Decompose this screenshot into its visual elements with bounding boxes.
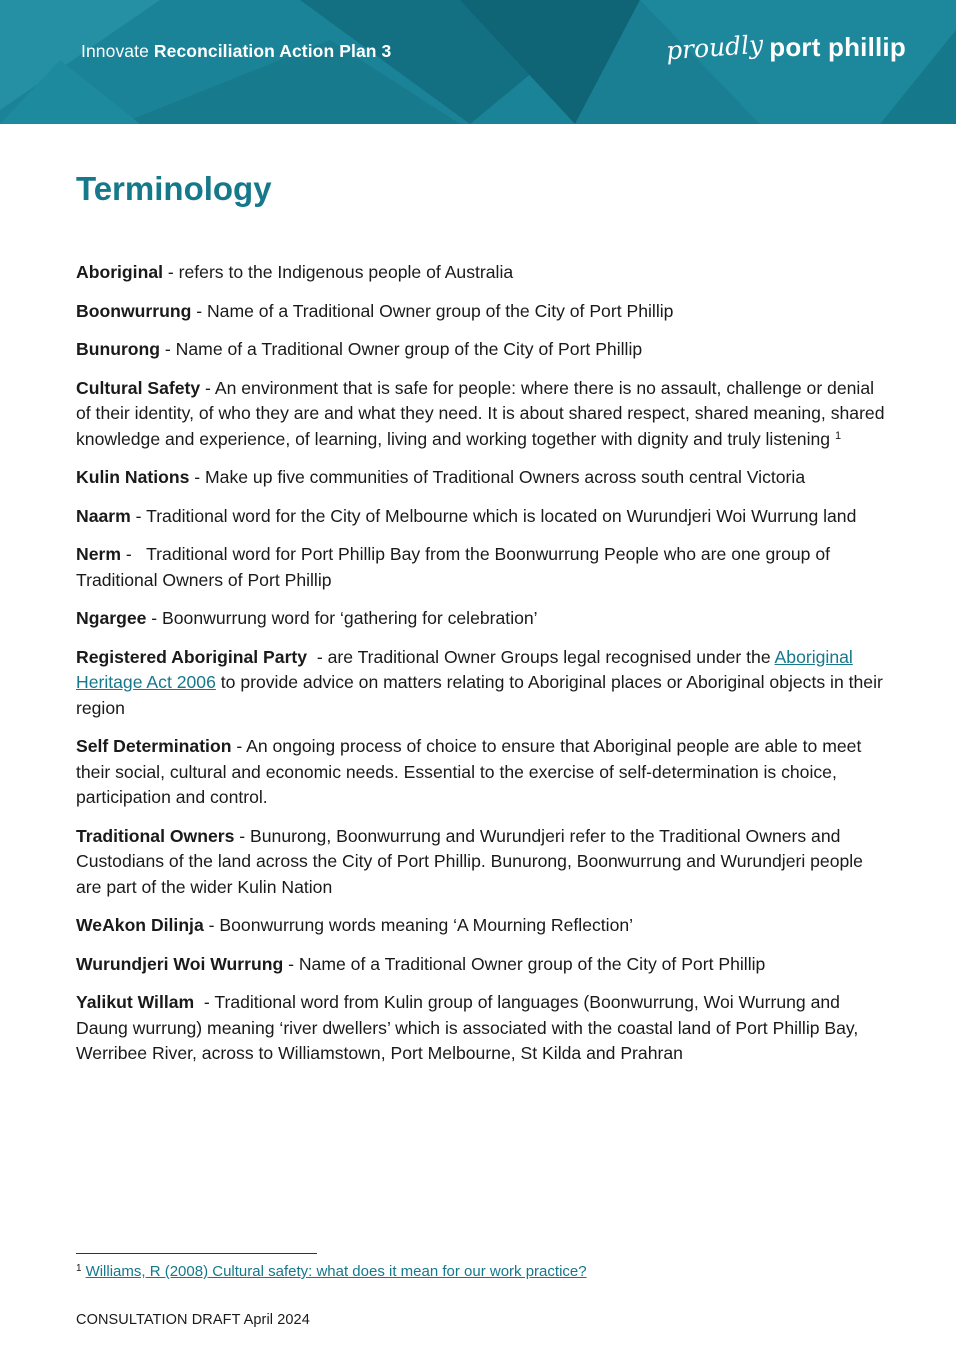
footnote-divider [76, 1253, 317, 1254]
logo-script: proudly [665, 29, 765, 66]
term-definition: - Name of a Traditional Owner group of the City of Port Phillip [283, 953, 766, 974]
term-label: Self Determination [76, 736, 232, 756]
term-label: Naarm [76, 505, 131, 526]
term-label: Traditional Owners [76, 825, 235, 846]
term-definition: - Name of a Traditional Owner group of the City of Port Phillip [160, 339, 643, 359]
term-definition: - Traditional word for Port Phillip Bay from the Boonwurrung People who are one group of Traditional Owners of Port Phillip [76, 544, 831, 590]
term-definition: - Name of a Traditional Owner group of the City of Port Phillip [191, 300, 674, 321]
term-registered-aboriginal-party [76, 645, 886, 722]
term-definition: - Traditional word for the City of Melbourne which is located on Wurundjeri Woi Wurrung land [130, 505, 857, 526]
term-nerm [76, 542, 886, 593]
term-definition: - Make up five communities of Traditional Owners across south central Victoria [189, 467, 806, 487]
term-aboriginal [76, 260, 886, 286]
term-label: Boonwurrung [76, 300, 192, 321]
term-wurundjeri-woi-wurrung [76, 952, 886, 978]
term-label: Ngargee [76, 608, 147, 628]
term-definition: - Bunurong, Boonwurrung and Wurundjeri refer to the Traditional Owners and Custodians of the land across the City of Port Phillip. Bunurong, Boonwurrung and Wurundjeri people are part of the wider Kulin Nation [76, 825, 863, 897]
term-weakon-dilinja [76, 913, 886, 939]
term-label: Yalikut Willam [76, 992, 195, 1012]
term-traditional-owners [76, 824, 886, 901]
term-label: Wurundjeri Woi Wurrung [76, 953, 284, 974]
term-label: Cultural Safety [76, 377, 201, 398]
footnote [76, 1263, 587, 1280]
footer-draft-label: CONSULTATION DRAFT April 2024 [76, 1312, 310, 1328]
term-definition: - Boonwurrung words meaning ‘A Mourning Reflection’ [203, 915, 634, 935]
term-label: Aboriginal [76, 262, 163, 282]
term-bunurong [76, 337, 886, 363]
term-definition-end: to provide advice on matters relating to Aboriginal places or Aboriginal objects in their region [76, 672, 883, 718]
term-label: Nerm [76, 544, 121, 564]
footnote-citation-link[interactable]: Williams, R (2008) Cultural safety: what does it mean for our work practice? [85, 1263, 587, 1280]
term-cultural-safety [76, 376, 886, 453]
term-yalikut-willam [76, 990, 886, 1067]
footnote-marker: 1 [76, 1263, 82, 1274]
term-definition: - Boonwurrung word for ‘gathering for celebration’ [146, 608, 538, 628]
term-label: WeAkon Dilinja [76, 915, 204, 935]
header-banner [0, 0, 956, 124]
term-definition: - An environment that is safe for people: where there is no assault, challenge or denial of their identity, of who they are and what they need. It is about shared respect, shared meaning, shared knowledge and experience, of learning, living and working together with dignity and truly listening [76, 377, 885, 449]
term-definition: - refers to the Indigenous people of Australia [163, 262, 514, 282]
page-title: Terminology [76, 170, 272, 207]
term-definition: - Traditional word from Kulin group of languages (Boonwurrung, Woi Wurrung and Daung wurrung) meaning ‘river dwellers’ which is associated with the coastal land of Port Phillip Bay, Werribee River, across to Williamstown, Port Melbourne, St Kilda and Prahran [76, 992, 859, 1063]
logo-wordmark: port phillip [769, 32, 906, 62]
term-boonwurrung [76, 299, 886, 325]
term-definition-start: - are Traditional Owner Groups legal recognised under the [307, 646, 775, 667]
subtitle-plan-name: Reconciliation Action Plan 3 [153, 41, 392, 61]
footnote-reference: 1 [834, 429, 842, 442]
term-label: Kulin Nations [76, 467, 190, 487]
term-definition: - An ongoing process of choice to ensure that Aboriginal people are able to meet their social, cultural and economic needs. Essential to the exercise of self-determination is choice, participation and control. [76, 736, 862, 807]
term-naarm [76, 504, 886, 530]
term-ngargee [76, 606, 886, 632]
terminology-list [76, 260, 886, 1080]
aboriginal-heritage-act-link[interactable]: Aboriginal Heritage Act 2006 [76, 646, 853, 692]
term-label: Registered Aboriginal Party [76, 646, 308, 667]
term-label: Bunurong [76, 339, 161, 359]
term-self-determination [76, 734, 886, 811]
document-subtitle [81, 41, 391, 62]
subtitle-prefix: Innovate [81, 41, 149, 61]
term-kulin-nations [76, 465, 886, 491]
proudly-port-phillip-logo [665, 29, 906, 66]
